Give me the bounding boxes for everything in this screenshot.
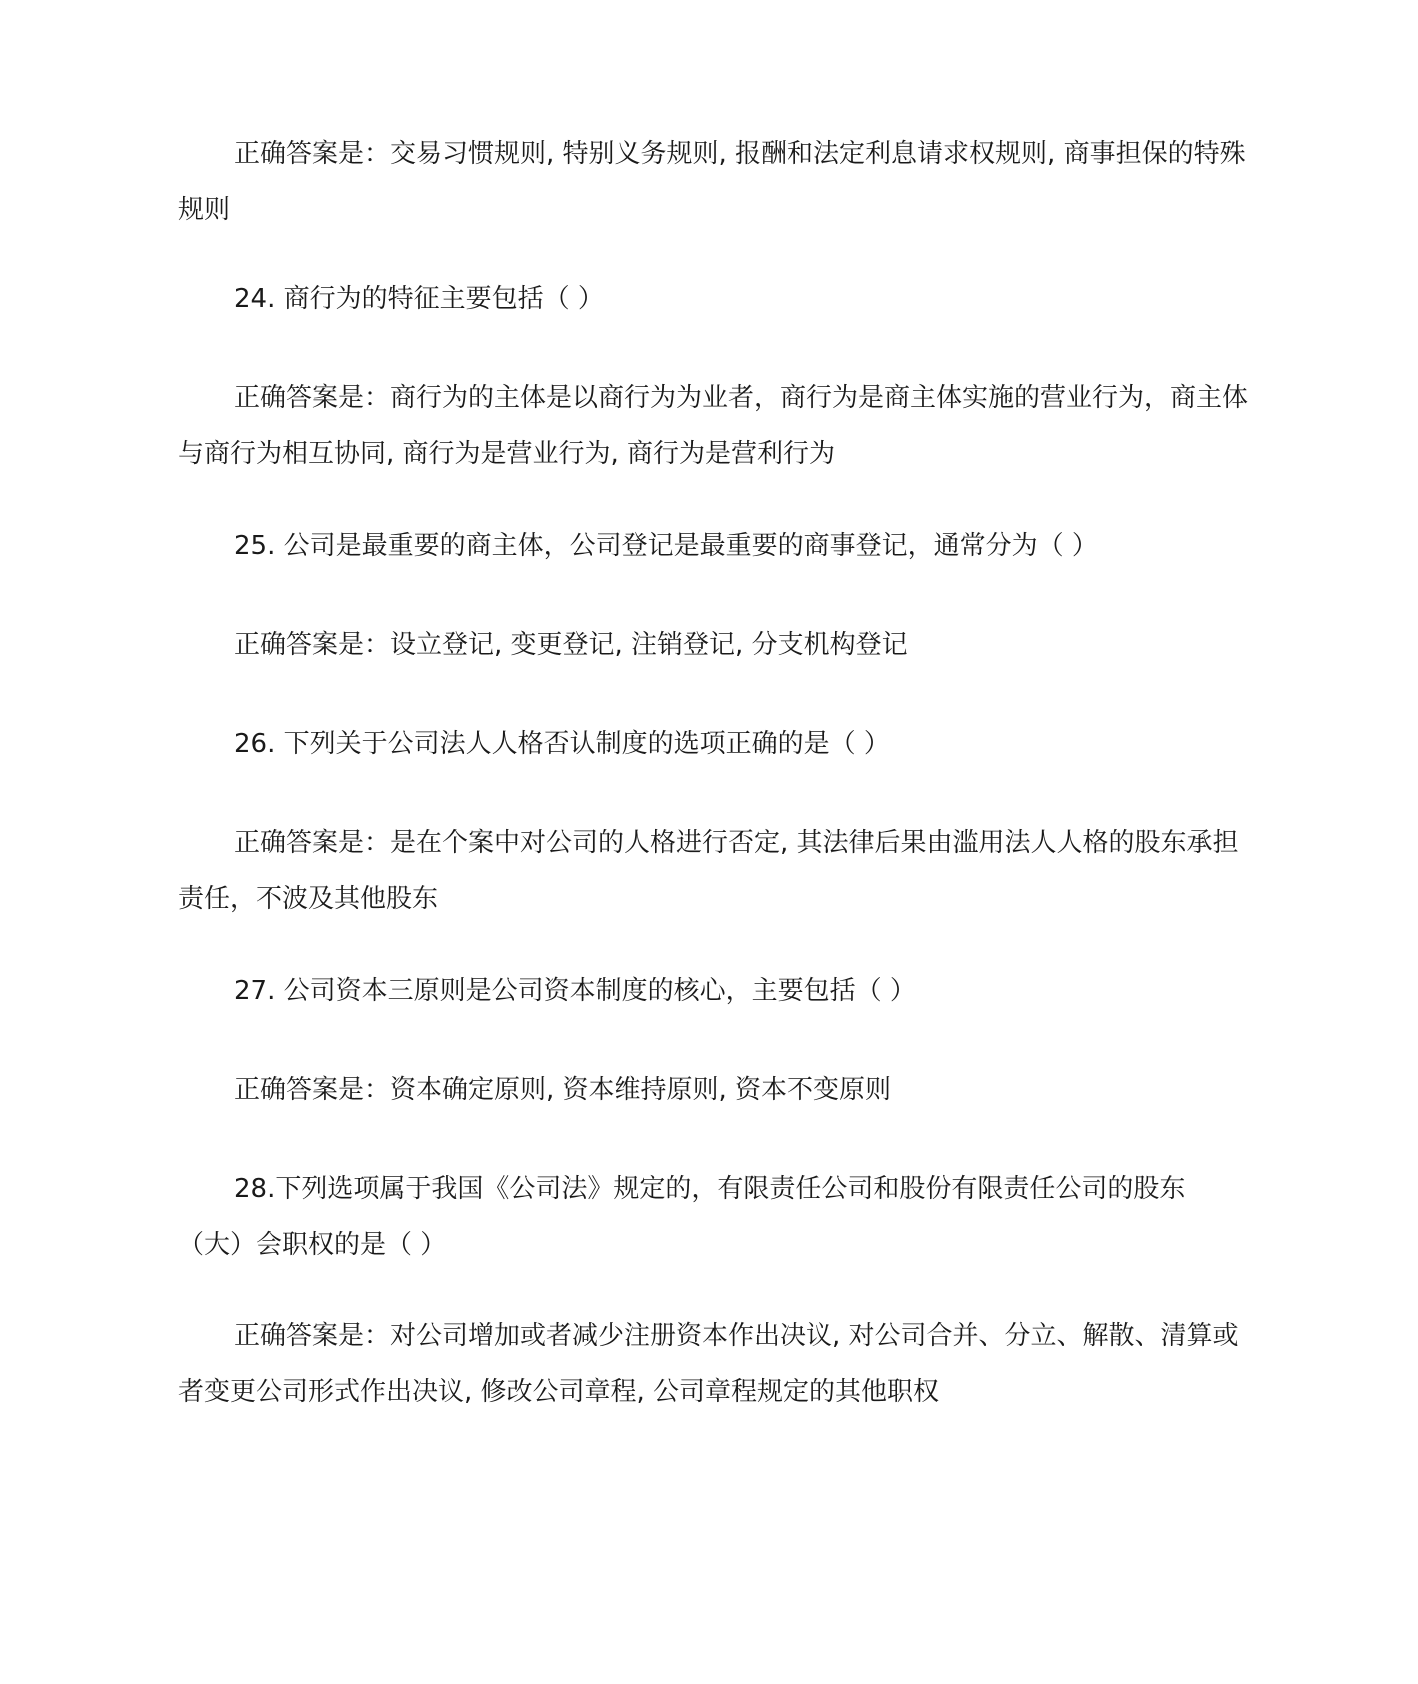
question-26: 26. 下列关于公司法人人格否认制度的选项正确的是（ ） (234, 729, 890, 759)
question-27: 27. 公司资本三原则是公司资本制度的核心，主要包括（ ） (234, 976, 916, 1006)
question-25: 25. 公司是最重要的商主体，公司登记是最重要的商事登记，通常分为（ ） (234, 531, 1098, 561)
answer-28: 正确答案是：对公司增加或者减少注册资本作出决议, 对公司合并、分立、解散、清算或者变更公司形式作出决议, 修改公司章程, 公司章程规定的其他职权 (178, 1321, 1239, 1407)
answer-26: 正确答案是：是在个案中对公司的人格进行否定, 其法律后果由滥用法人人格的股东承担责任，不波及其他股东 (178, 828, 1239, 914)
answer-27: 正确答案是：资本确定原则, 资本维持原则, 资本不变原则 (234, 1075, 892, 1105)
answer-25: 正确答案是：设立登记, 变更登记, 注销登记, 分支机构登记 (234, 630, 908, 660)
answer-23: 正确答案是：交易习惯规则, 特别义务规则, 报酬和法定利息请求权规则, 商事担保的特殊规则 (178, 139, 1246, 225)
question-24: 24. 商行为的特征主要包括（ ） (234, 284, 604, 314)
answer-24: 正确答案是：商行为的主体是以商行为为业者，商行为是商主体实施的营业行为，商主体与商行为相互协同, 商行为是营业行为, 商行为是营利行为 (178, 383, 1249, 469)
question-28: 28.下列选项属于我国《公司法》规定的，有限责任公司和股份有限责任公司的股东（大）会职权的是（ ） (178, 1174, 1186, 1260)
